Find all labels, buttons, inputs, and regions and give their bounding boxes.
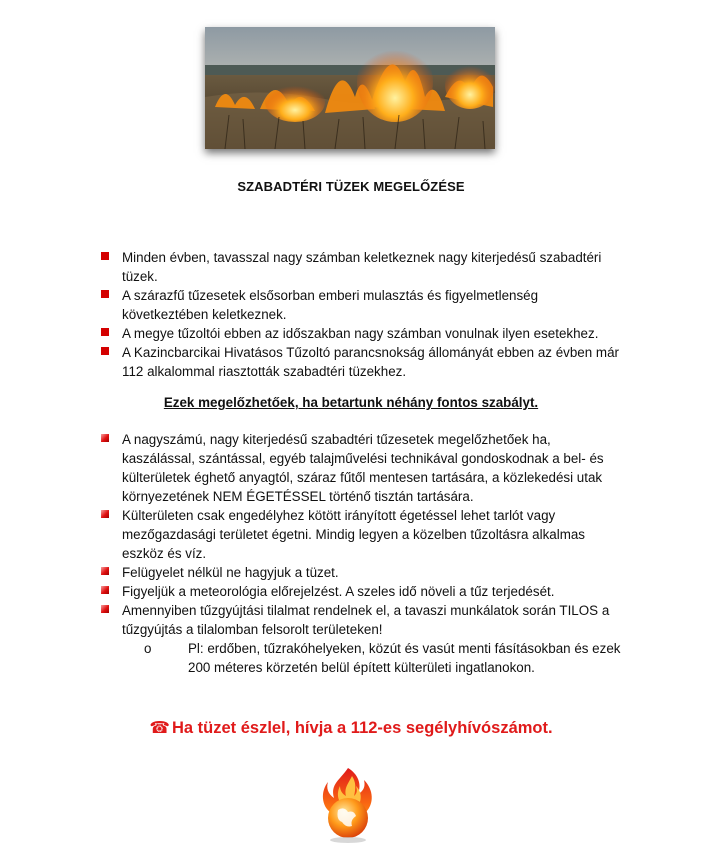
intro-list [100,248,620,381]
square-bullet-icon [101,586,109,594]
section-subheading: Ezek megelőzhetőek, ha betartunk néhány fontos szabályt. [163,395,539,410]
list-item: Minden évben, tavasszal nagy számban keletkeznek nagy kiterjedésű szabadtéri tüzek. [100,248,620,286]
list-item: A megye tűzoltói ebben az időszakban nagy számban vonulnak ilyen esetekhez. [100,324,620,343]
square-bullet-icon [101,347,109,355]
list-item: Felügyelet nélkül ne hagyjuk a tüzet. [100,563,625,582]
square-bullet-icon [101,290,109,298]
square-bullet-icon [101,434,109,442]
rules-list [100,430,625,677]
square-bullet-icon [101,252,109,260]
circle-bullet-icon: o [144,641,152,656]
square-bullet-icon [101,605,109,613]
page-title: SZABADTÉRI TÜZEK MEGELŐZÉSE [237,179,465,194]
square-bullet-icon [101,567,109,575]
list-item: A nagyszámú, nagy kiterjedésű szabadtéri tűzesetek megelőzhetőek ha, kaszálással, szántással, egyéb talajművelési technikával gondoskodnak a bel- és külterületek éghető anyagtól, száraz fűtől mentesen tartására, a közlekedési utak környezetének NEM ÉGETÉSSEL történő tisztán tartására. [100,430,625,506]
list-item: Amennyiben tűzgyújtási tilalmat rendelnek el, a tavaszi munkálatok során TILOS a tűzgyújtás a tilalomban felsorolt területeken! o Pl: erdőben, tűzrakóhelyeken, közút és vasút menti fásításokban és ezek 200 méteres körzetén belül épített külterületi ingatlanokon. [100,601,625,677]
grass-fire-photo [205,27,495,149]
list-item: A szárazfű tűzesetek elsősorban emberi mulasztás és figyelmetlenség következtében keletkeznek. [100,286,620,324]
list-item: Külterületen csak engedélyhez kötött irányított égetéssel lehet tarlót vagy mezőgazdasági területet égetni. Mindig legyen a közelben tűzoltásra alkalmas eszköz és víz. [100,506,625,563]
emergency-call-text: Ha tüzet észlel, hívja a 112-es segélyhívószámot. [171,719,553,737]
square-bullet-icon [101,510,109,518]
emergency-call-notice [0,718,702,738]
list-item: Figyeljük a meteorológia előrejelzést. A szeles idő növeli a tűz terjedését. [100,582,625,601]
phone-icon: ☎ [149,719,170,737]
square-bullet-icon [101,328,109,336]
sub-list-item: o Pl: erdőben, tűzrakóhelyeken, közút és vasút menti fásításokban és ezek 200 méteres körzetén belül épített külterületi ingatlanokon. [144,641,621,675]
list-item: A Kazincbarcikai Hivatásos Tűzoltó parancsnokság állományát ebben az évben már 112 alkalommal riasztották szabadtéri tüzekhez. [100,343,620,381]
sub-list [122,639,625,677]
flame-globe-logo [318,766,378,844]
